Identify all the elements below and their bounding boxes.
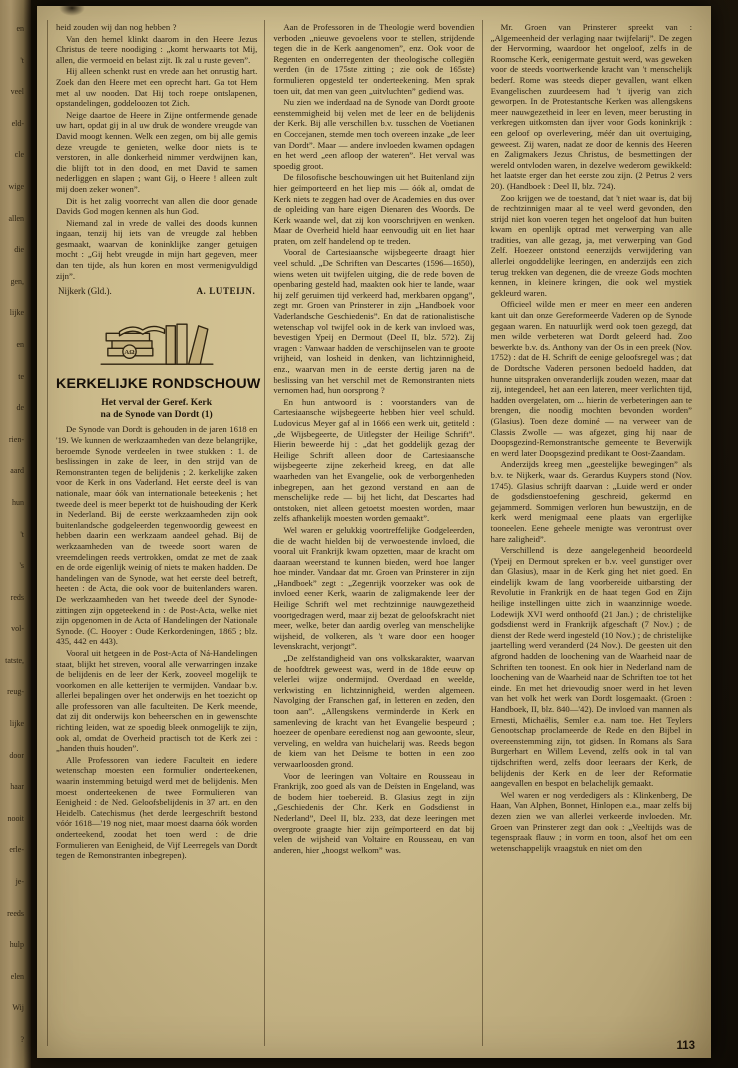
paragraph: Nu zien we inderdaad na de Synode van Dordt groote eenstemmigheid bij velen met de leer en de belijdenis der Kerk. Bij alle verschillen b.v. tusschen de Voetianen en Coccejanen, stemde men toch overeen inzake „de leer van Dordt”. Maar — andere invloeden kwamen opdagen en het werd „een afloop der wateren”. Het verval was spoedig groot. <box>273 97 475 171</box>
column-left <box>47 20 264 1046</box>
article-signature <box>58 286 255 296</box>
previous-page-text-fragment: je- <box>15 877 24 887</box>
previous-page-text-fragment: de <box>16 403 24 413</box>
article-title-line2: na de Synode van Dordt (1) <box>100 408 213 420</box>
previous-page-text-fragment: nooit <box>7 813 24 823</box>
paragraph: heid zouden wij dan nog hebben ? <box>56 22 177 32</box>
previous-page-text-fragment: die <box>14 245 24 255</box>
paragraph: Dit is het zalig voorrecht van allen die door genade Davids God mogen kennen als hun God. <box>56 195 258 217</box>
previous-page-text-fragment: aard <box>10 466 24 476</box>
paragraph: Van den hemel klinkt daarom in den Heere Jezus Christus de teere noodiging : „komt herwaarts tot Mij, allen, die vermoeid en belast zijt. Ik zal u ruste geven”. <box>56 33 258 65</box>
article-body-right <box>491 22 692 853</box>
previous-page-text-fragment: gen, <box>10 276 24 286</box>
section-header: KERKELIJKE RONDSCHOUW <box>56 376 261 393</box>
signature-place: Nijkerk (Gld.). <box>58 286 112 297</box>
previous-page-text-fragment: eld- <box>11 118 24 128</box>
books-illustration <box>56 300 257 375</box>
stacked-books-icon <box>94 300 220 370</box>
column-middle <box>264 20 481 1046</box>
previous-page-text-fragment: en <box>16 24 24 33</box>
paragraph: Neige daartoe de Heere in Zijne ontfermende genade uw hart, opdat gij in al uw druk de wondere vreugde van David moogt kennen. Welk een zegen, om bij alle gemis deze vreugde te genieten, welke door niets is te verstoren, in alle donkerheid nimmer verdwijnen kan, die blijft tot in den dood, en met David te samen nederliggen en slapen ; want Gij, o Heere ! alleen zult mij doen zeker wonen”. <box>56 109 258 194</box>
previous-page-text-fragment: reug- <box>7 687 24 697</box>
previous-page-text-fragment: haar <box>10 782 24 792</box>
svg-text:AΩ: AΩ <box>124 349 135 357</box>
signature-author: A. LUTEIJN. <box>196 286 256 297</box>
paragraph: Verschillend is deze aangelegenheid beoordeeld (Ypeij en Dermout spreken er b.v. veel gunstiger over dan Glasius), maar in de Kerk ging het niet goed. En eindelijk kwam de lang voorbereide uitbarsting der Revolutie in Frankrijk en de haat tegen God en Zijn heilige instellingen uitte zich in waanzinnige woede. Lodewijk XVI werd onthoofd (21 Jan.) ; de christelijke godsdienst werd in Frankrijk afgeschaft (7 Nov.) ; de dienst der Rede werd ingesteld (10 Nov.) ; de christelijke jaartelling werd veranderd (24 Nov.). De geesten uit den afgrond hadden de loochening van de Waarheid naar de Schriften ten toonest. En ook hier in Nederland nam de loochening van de Waarheid naar de Schriften toe tot het einde. En met het drievoudig snoer werd in het leven van het volk het werk van Dordt losgemaakt. (Groen : Handboek, II, blz. 840—'42). De invloed van mannen als Ernesti, Michaëlis, Semler e.a. nam toe. Het Teylers Genootschap proclameerde de Rede en den Bijbel in overeenstemming zijn, tot gidsen. In Romans als Sara Burgerhart en Willem Levend, zelfs ook in tal van tijdschriften werd, zelfs door leeraars der Kerk, de belijdenis der Kerk en de leer der Reformatie aangevallen en bespot en belachelijk gemaakt. <box>490 545 692 789</box>
previous-page-text-fragment: hun <box>12 497 24 507</box>
paragraph: Aan de Professoren in de Theologie werd bovendien verboden „nieuwe gevoelens voor te stellen, strijdende tegen die in de Kerk aangenomen”, enz. Ook voor de Regenten en onderregenten der theologische collegiën werden (in de 175ste zitting ; zie ook de 165ste) formulieren opgesteld ter onderteekening. Men sprak toen uit, dat men van geen „uitvluchten” gediend was. <box>273 22 475 96</box>
article-body-middle <box>273 22 474 855</box>
previous-page-text-fragment: erle- <box>9 845 24 855</box>
paragraph: Vooral uit hetgeen in de Post-Acta of Ná-Handelingen staat, blijkt het streven, vooral alle verwarringen inzake de belijdenis en de leer der Kerk, zooveel mogelijk te voorkomen en alle ketterijen te vermijden. Vandaar b.v. allerlei bepalingen over het onderwijs en het toezicht op alle professoren van alle faculteiten. De Kerk meende, dat zij dit onderwijs kon beheerschen en in gewenschte richting leiden, wat ze spoedig bleek onmogelijk te zijn, ook al, omdat de Overheid practisch tot de Kerk zei : „handen thuis houden”. <box>56 647 258 754</box>
paragraph: Alle Professoren van iedere Faculteit en iedere wetenschap moesten een formulier onderteekenen, waarin instemming betuigd werd met de belijdenis. Men moest onderteekenen de twee Formulieren van Eenigheid : de Ned. Geloofsbelijdenis in 37 art. en den Heidelb. Catechismus (het derde leergeschrift bestond vóór 1618—'19 nog niet, maar moest daarna óók worden onderteekend, zoodat het toen werd : de drie Formulieren van Eenigheid, de Vijf Leerregels van Dordt tegen de Remonstranten inbegrepen). <box>56 754 258 861</box>
previous-page-text-fragment: vol- <box>11 624 24 634</box>
paragraph: Mr. Groen van Prinsterer spreekt van : „Algemeenheid der verlaging naar twijfelarij”. De zegen der Hervorming, waardoor het ongeloof, zelfs in de Roomsche Kerk, eenigermate gestuit werd, was geweken voor de steeds voortwerkende kracht van 't menschelijk bederf. Rome was steeds dieper gevallen, want elken Evangelischen zuurdeesem had 't ijverig van zich geworpen. In de Protestantsche Kerken was allengskens meer nauwgezetheid in leer en leven, meer berusting in verkregen uitkomsten dan ijver voor Gods koninkrijk : een geloof op overlevering, méér dan uit overtuiging, geweest. Zij waren, nadat ze door de kennis des Heeren en Zaligmakers Jezus Christus, de besmettingen der wereld ontvloden waren, in dezelve wederom gewikkeld: het laatste erger dan het eerste zou zijn. (2 Petrus 2 vers 20). (Handboek : Deel II, blz. 724). <box>490 22 692 191</box>
previous-page-text-fragment: 't <box>20 55 24 65</box>
previous-page-text-fragment: allen <box>8 213 24 223</box>
article-title <box>56 397 257 420</box>
paragraph: Anderzijds kreeg men „geestelijke bewegingen” als b.v. te Nijkerk, waar ds. Gerardus Kuypers stond (Nov. 1745). Glasius schrijft daarvan : „Luide werd er onder de godsdienstoefening geschreid, gekermd en gejammerd. Sommigen verloren hun bewustzijn, en de kerk werd menigmaal eene plaats van ergerlijke tooneelen. Eene geheele menigte was verontrust over hare zaligheid”. <box>490 459 692 544</box>
previous-page-text-fragment: hulp <box>9 940 24 950</box>
previous-page-text-fragment: veel <box>10 87 24 97</box>
previous-page-text-fragment: cle <box>14 150 24 160</box>
article-body-left <box>56 424 257 860</box>
scan-stain <box>59 0 85 16</box>
paragraph: Vooral de Cartesiaansche wijsbegeerte draagt hier veel schuld. „De Schriften van Descartes (1596—1650), wiens weten uit twijfelen uitging, die de rede boven de openbaring gesteld had, maakten ook hier te lande, waar hij zelf geruimen tijd verkeerd had, merkbaren opgang”, zegt mr. Groen van Prinsterer in zijn „Handboek voor Vaderlandsche Geschiedenis”. En dat de rationalistische wetenschap vol twijfel ook in de kerk van invloed was, bevestigen Ypeij en Dermout (Deel II, blz. 572). Zij vragen : Vanwaar hadden de verschijnselen van te groote vrijheid, van losheid in denken, van lichtzinnigheid, enz., waarvan men in de eerste dertig jaren na de beslissing van het verschil met de Remonstranten niets vernomen had, hun oorsprong ? <box>273 247 475 396</box>
paragraph: En hun antwoord is : voorstanders van de Cartesiaansche wijsbegeerte hebben hier veel schuld. Ludovicus Meyer gaf al in 1666 een werk uit, getiteld : „de Wijsbegeerte, de Uitlegster der Heilige Schrift”. Hierin beweerde hij : „dat het goddelijk gezag der Heilige Schrift alleen door de Cartesiaansche wijsbegeerte zijne zekerheid kreeg, en dat alle waarheden van het Evangelie, ook de verborgenheden inbegrepen, aan het gezond verstand en aan de menschelijke rede — bij het licht, dat Descartes had ontstoken, niet alleen getoetst moesten worden, maar zelfs afhankelijk moesten worden gemaakt”. <box>273 396 475 524</box>
previous-page-text-fragment: wige <box>8 181 24 191</box>
previous-page-text-fragment: 't <box>20 529 24 539</box>
previous-page-edge <box>0 0 31 1068</box>
text-columns <box>47 20 699 1046</box>
previous-page-text-fragment: reds <box>10 592 24 602</box>
paragraph: Hij alleen schenkt rust en vrede aan het onrustig hart. Zoek dan den Heere met een oprecht hart. Ga tot Hem met al uw nooden. Dat Hij toch roepe ontslapenen, opstandelingen, goddeloozen tot Zich. <box>56 66 258 109</box>
column-right <box>482 20 699 1046</box>
previous-page-text-fragment: elen <box>10 971 24 981</box>
page-number: 113 <box>676 1040 695 1052</box>
devotional-article-end <box>56 22 257 281</box>
previous-page-text-fragment: Wij <box>12 1003 24 1013</box>
paragraph: Zoo krijgen we de toestand, dat 't niet waar is, dat bij de rechtzinnigen maar al te veel werd gevonden, den strijd niet kon voeren tegen het ongeloof dat hun buiten kwam en openlijk optrad met verwerping van alle tradities, van alle gezag, ja, met verwerping van God Zelf. Hoezeer ontstond eenerzijds verwijdering van allerlei ongoddelijke leeringen, en anderzijds een zich terug trekken van degenen, die de vreeze Gods mochten kennen, in kleinere kringen, die ook wel mystiek gekleurd waren. <box>490 192 692 298</box>
paragraph: De filosofische beschouwingen uit het Buitenland zijn hier geïmporteerd en het liep mis — óók al, omdat de Kerk niets te zeggen had over de Academies en dus over de opleiding van hare eigen Dienaren des Woords. De Kerk waande wel, dat zij kon voorschrijven en wenken. Maar de Overheid hield haar eenvoudig uit en liet haar praten, om zelf handelend op te treden. <box>273 172 475 246</box>
page <box>37 6 711 1058</box>
previous-page-text-fragment: lijke <box>9 308 24 318</box>
previous-page-text-fragment: tatste, <box>5 655 24 665</box>
paragraph: Niemand zal in vrede de vallei des doods kunnen ingaan, tenzij hij iets van de vreugde zal hebben gesmaakt, waarvan de koninklijke zanger getuigen mocht : „Gij hebt vreugde in mijn hart gegeven, meer dan ten tijde, als hun koren en most vermenigvuldigd zijn”. <box>56 217 258 281</box>
previous-page-text-fragment: lijke <box>9 719 24 729</box>
previous-page-text-fragment: reeds <box>7 908 24 918</box>
previous-page-text-fragment: en <box>16 339 24 349</box>
article-title-line1: Het verval der Geref. Kerk <box>101 397 213 409</box>
paragraph: Officieel wilde men er meer en meer een anderen kant uit dan onze Gereformeerde Vaderen op de Synode gegaan waren. En natuurlijk werd ook toen gezegd, dat men wilde verbeteren wat Dordt geleerd had. Zoo bewerkte b.v. ds. Anthony van der Os in een preek (Nov. 1752) : dat de H. Schrift de eenige geloofsregel was ; dat de Dordtsche Vaderen personen bedoeld hadden, dat hunne uitspraken onveranderlijk zouden wezen, maar dat zij, integendeel, het aan een lateren, meer verlichten tijd, hadden overgelaten, om ... hierin de verbeteringen aan te brengen, die noodig mochten bevonden worden” (Glasius). Toen deze dominé — na verweer van de Classis Zwolle — was afgezet, ging hij naar de Doopsgezind-Remonstrantsche gemeente te Beverwijk en werd later Doopsgezind predikant te Oost-Zaandam. <box>490 299 692 458</box>
previous-page-text-fragment: rien- <box>8 434 24 444</box>
paragraph: Voor de leeringen van Voltaire en Rousseau in Frankrijk, zoo goed als van de Deïsten in Engeland, was de bodem hier toebereid. B. Glasius zegt in zijn „Geschiedenis der Chr. Kerk en Godsdienst in Nederland”, Deel II, blz. 233, dat deze leeringen met overgroote graagte hier zijn geïmporteerd en dat bij velen de wijsheid van Voltaire en Rousseau, en van anderen, hier „hoogst welkom” was. <box>273 770 475 855</box>
previous-page-text-fragment: ? <box>20 1035 24 1044</box>
previous-page-text-fragment: 's <box>19 561 24 571</box>
paragraph: Wel waren er gelukkig voortreffelijke Godgeleerden, die de wacht hielden bij de verwoestende invloed, die vooral uit Frankrijk kwam opzetten, maar de kracht om daaraan weerstand te kunnen bieden, werd hoe langer hoe minder. Vandaar dat mr. Groen van Prinsterer in zijn „Handboek” zegt : „Zegenrijk voorzeker was ook de invloed eener Kerk, waarin de zaligmakende leer der Heilige Schrift wel met rechtzinnige nauwgezetheid voortgedragen werd, maar zij bezat de geloofskracht niet meer, welke, beter dan aardig overleg van menschelijke wijsheid, de volkeren, als 't ware door een hooger levenskracht, verjongt”. <box>273 524 475 652</box>
previous-page-text-fragment: door <box>9 750 24 760</box>
previous-page-text-fragment: te <box>18 371 24 381</box>
paragraph: „De zelfstandigheid van ons volkskarakter, waarvan de hoofdtrek geweest was, werd in de 18de eeuw op velerlei wijze ondermijnd. Overdaad en weelde, verkwisting en lichtzinnigheid, werden algemeen. Navolging der Franschen gaf, in letteren en zeden, den toon aan”. „Allengskens verminderde in Kerk en samenleving de kracht van het Evangelie bespeurd ; hoezeer de openbare eeredienst nog aan gewoonte, sleur, verveling, en weldra van huichelarij was. Reeds begon de kiem van het Deïsme te botten in een zoo verwaarloosden grond. <box>273 653 475 769</box>
paragraph: Wel waren er nog verdedigers als : Klinkenberg, De Haan, Van Alphen, Bonnet, Hinlopen e.a., maar zelfs bij dezen zien we van allerlei verkeerde invloeden. Mr. Groen van Prinsterer zegt dan ook : „Veeltijds was de tegenspraak flauw ; in vorm en toon, alsof het om een wetenschappelijk vraagstuk en niet om den <box>490 789 692 853</box>
paragraph: De Synode van Dordt is gehouden in de jaren 1618 en '19. We kunnen de werkzaamheden van deze belangrijke, beroemde Synode verdeelen in twee stukken : 1. de beslissingen in zake de leer, in den strijd van de Remonstranten tegen de belijdenis ; 2. kerkelijke zaken voor de Kerk in ons Vaderland. Het eerste deel is van nationale, maar óók van internationale beteekenis ; het tweede deel is meer beperkt tot de huishouding der Kerk in Nederland. Bij de eerste werkzaamheden zijn ook buitenlandsche godgeleerden tegenwoordig geweest en hebben daarin een werkzaam aandeel gehad. Bij de werkzaamheden van de tweede soort waren de vreemdelingen reeds vertrokken, omdat ze met de zaak en de orde eigenlijk weinig of niets te maken hadden. De handelingen van de Synode, wat het eerste deel betreft, heeten : de Acta, die ook voor de buitenlanders waren. De werkzaamheden van het tweede deel der Synode-zittingen zijn opgeteekend in : de Post-Acta, welke niet zijn opgenomen in de Acta of Handelingen der Nationale Synode. (C. Hooyer : Oude Kerkordeningen, 1865 ; blz. 435, 442 en 443). <box>56 424 258 647</box>
